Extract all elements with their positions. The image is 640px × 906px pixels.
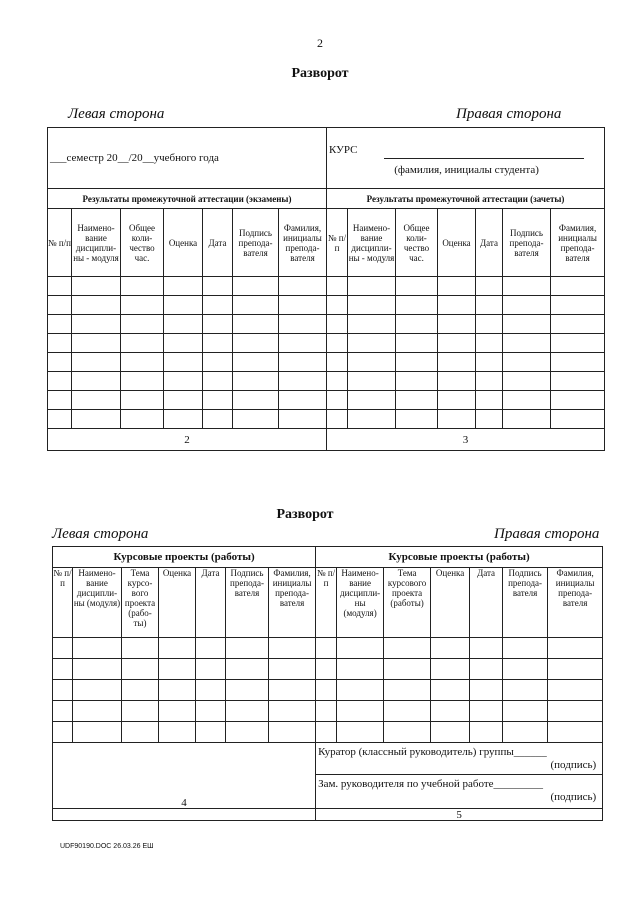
col-header: Фамилия, инициалы препода-вателя <box>551 209 605 277</box>
col-header: Общее коли-чество час. <box>121 209 164 277</box>
table-row <box>48 277 605 296</box>
curator-line: Куратор (классный руководитель) группы______ <box>318 745 547 758</box>
deputy-cell <box>316 775 603 809</box>
table-row <box>48 391 605 410</box>
col-header: Фамилия, инициалы препода-вателя <box>269 568 316 638</box>
spread1-left-label: Левая сторона <box>68 106 165 122</box>
credit-section-header: Результаты промежуточной аттестации (зачеты) <box>327 189 605 209</box>
table-row <box>53 701 603 722</box>
col-header: Тема курсо-вого проекта (рабо-ты) <box>122 568 159 638</box>
col-header: Наимено-вание дисципли-ны - модуля <box>72 209 121 277</box>
exam-results-table <box>47 127 605 451</box>
spread2-left-label: Левая сторона <box>52 526 149 542</box>
course-projects-left-header: Курсовые проекты (работы) <box>53 547 316 568</box>
col-header: Наимено-вание дисципли-ны - модуля <box>348 209 396 277</box>
course-projects-right-header: Курсовые проекты (работы) <box>316 547 603 568</box>
col-header: Подпись препода-вателя <box>226 568 269 638</box>
col-header: № п/п <box>48 209 72 277</box>
spread2-right-label: Правая сторона <box>494 526 600 542</box>
table-row <box>53 659 603 680</box>
semester-line: ___семестр 20__/20__учебного года <box>48 128 327 189</box>
table-row <box>53 638 603 659</box>
col-header: Оценка <box>431 568 470 638</box>
table-row <box>48 296 605 315</box>
col-header: Фамилия, инициалы препода-вателя <box>279 209 327 277</box>
col-header: № п/п <box>327 209 348 277</box>
col-header: Дата <box>476 209 503 277</box>
col-header: Оценка <box>164 209 203 277</box>
course-cell <box>327 128 605 189</box>
curator-cell <box>316 743 603 775</box>
col-header: Наимено-вание дисципли-ны (модуля) <box>73 568 122 638</box>
col-header: Подпись препода-вателя <box>503 209 551 277</box>
col-header: Фамилия, инициалы препода-вателя <box>548 568 603 638</box>
page-number-right: 5 <box>316 809 603 821</box>
col-header: Дата <box>196 568 226 638</box>
deputy-sign: (подпись) <box>550 791 597 803</box>
table-row <box>48 372 605 391</box>
col-header: Тема курсового проекта (работы) <box>384 568 431 638</box>
course-label: КУРС <box>329 144 358 156</box>
spread1-title: Разворот <box>291 66 349 81</box>
table-row <box>48 353 605 372</box>
col-header: Оценка <box>438 209 476 277</box>
curator-sign: (подпись) <box>550 758 597 771</box>
table-row <box>53 722 603 743</box>
col-header: Дата <box>203 209 233 277</box>
col-header: Дата <box>470 568 503 638</box>
col-header: Наимено-вание дисципли-ны (модуля) <box>337 568 384 638</box>
table-row <box>53 680 603 701</box>
spread2-title: Разворот <box>276 507 334 522</box>
col-header: Подпись препода-вателя <box>503 568 548 638</box>
spread1-right-label: Правая сторона <box>456 106 562 122</box>
col-header: Общее коли-чество час. <box>396 209 438 277</box>
deputy-line: Зам. руководителя по учебной работе_________ <box>318 778 544 790</box>
page-number-left-text: 4 <box>181 797 187 809</box>
footer-file-info: UDF90190.DOC 26.03.26 ЕШ <box>60 843 154 850</box>
table-row <box>48 410 605 429</box>
col-header: Оценка <box>159 568 196 638</box>
exam-section-header: Результаты промежуточной аттестации (экзамены) <box>48 189 327 209</box>
page-number: 2 <box>317 36 323 50</box>
student-hint: (фамилия, инициалы студента) <box>394 164 539 176</box>
col-header: № п/п <box>316 568 337 638</box>
page-number-left: 2 <box>48 429 327 451</box>
col-header: Подпись препода-вателя <box>233 209 279 277</box>
page-number-right: 3 <box>327 429 605 451</box>
col-header: № п/п <box>53 568 73 638</box>
table-row <box>48 315 605 334</box>
page-number-left <box>53 743 316 809</box>
table-row <box>48 334 605 353</box>
course-projects-table <box>52 546 603 821</box>
